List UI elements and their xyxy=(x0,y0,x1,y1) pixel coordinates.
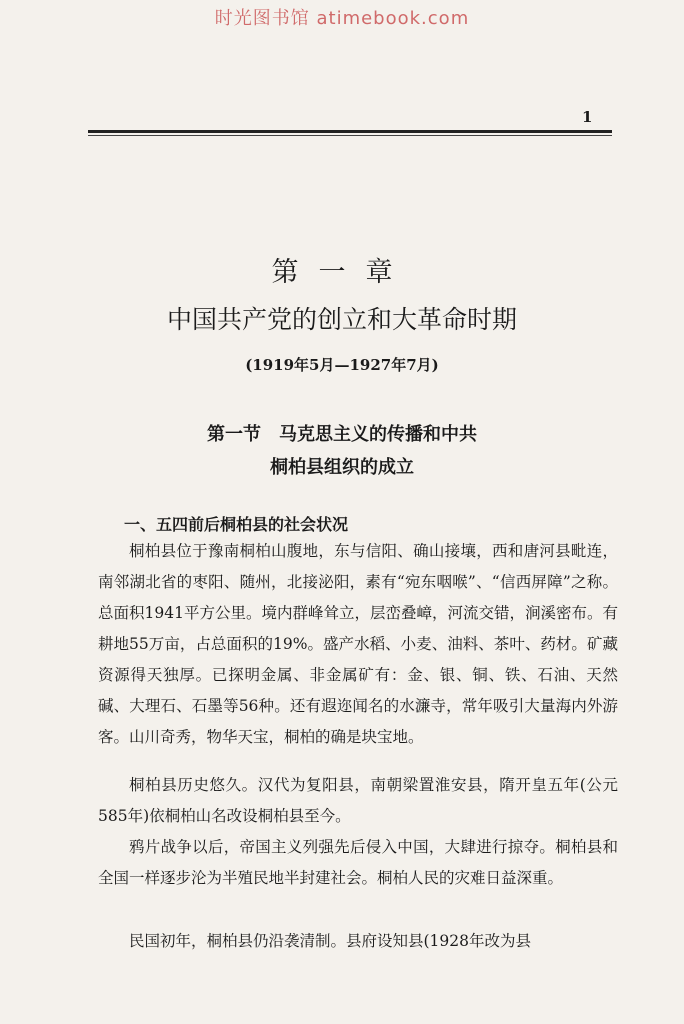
subsection-title: 一、五四前后桐柏县的社会状况 xyxy=(124,515,349,534)
body-paragraph-block xyxy=(98,536,618,753)
chapter-date-range: (1919年5月—1927年7月) xyxy=(245,356,439,374)
body-paragraph: 鸦片战争以后，帝国主义列强先后侵入中国，大肆进行掠夺。桐柏县和全国一样逐步沦为半殖民地半封建社会。桐柏人民的灾难日益深重。 xyxy=(98,838,618,887)
chapter-title: 中国共产党的创立和大革命时期 xyxy=(166,305,517,334)
body-paragraph: 桐柏县历史悠久。汉代为复阳县，南朝梁置淮安县，隋开皇五年(公元585年)依桐柏山名改设桐柏县至今。 xyxy=(98,776,618,825)
section-title-line2: 桐柏县组织的成立 xyxy=(270,457,414,478)
body-paragraph-block xyxy=(98,926,618,957)
body-paragraph-block xyxy=(98,832,618,894)
body-paragraph: 民国初年，桐柏县仍沿袭清制。县府设知县(1928年改为县 xyxy=(129,932,531,950)
header-rule xyxy=(88,130,612,133)
body-paragraph: 桐柏县位于豫南桐柏山腹地，东与信阳、确山接壤，西和唐河县毗连，南邻湖北省的枣阳、随州，北接泌阳，素有“宛东咽喉”、“信西屏障”之称。总面积1941平方公里。境内群峰耸立，层峦叠嶂，河流交错，涧溪密布。有耕地55万亩，占总面积的19%。盛产水稻、小麦、油料、茶叶、药材。矿藏资源得天独厚。已探明金属、非金属矿有：金、银、铜、铁、石油、天然碱、大理石、石墨等56种。还有遐迩闻名的水濂寺，常年吸引大量海内外游客。山川奇秀，物华天宝，桐柏的确是块宝地。 xyxy=(98,542,618,746)
watermark-text: 时光图书馆 atimebook.com xyxy=(214,8,470,29)
section-title-line1: 第一节 马克思主义的传播和中共 xyxy=(207,424,477,445)
page-number: 1 xyxy=(582,108,593,126)
chapter-heading: 第一章 xyxy=(271,257,413,288)
body-paragraph-block xyxy=(98,770,618,832)
header-rule-thin xyxy=(88,135,612,136)
